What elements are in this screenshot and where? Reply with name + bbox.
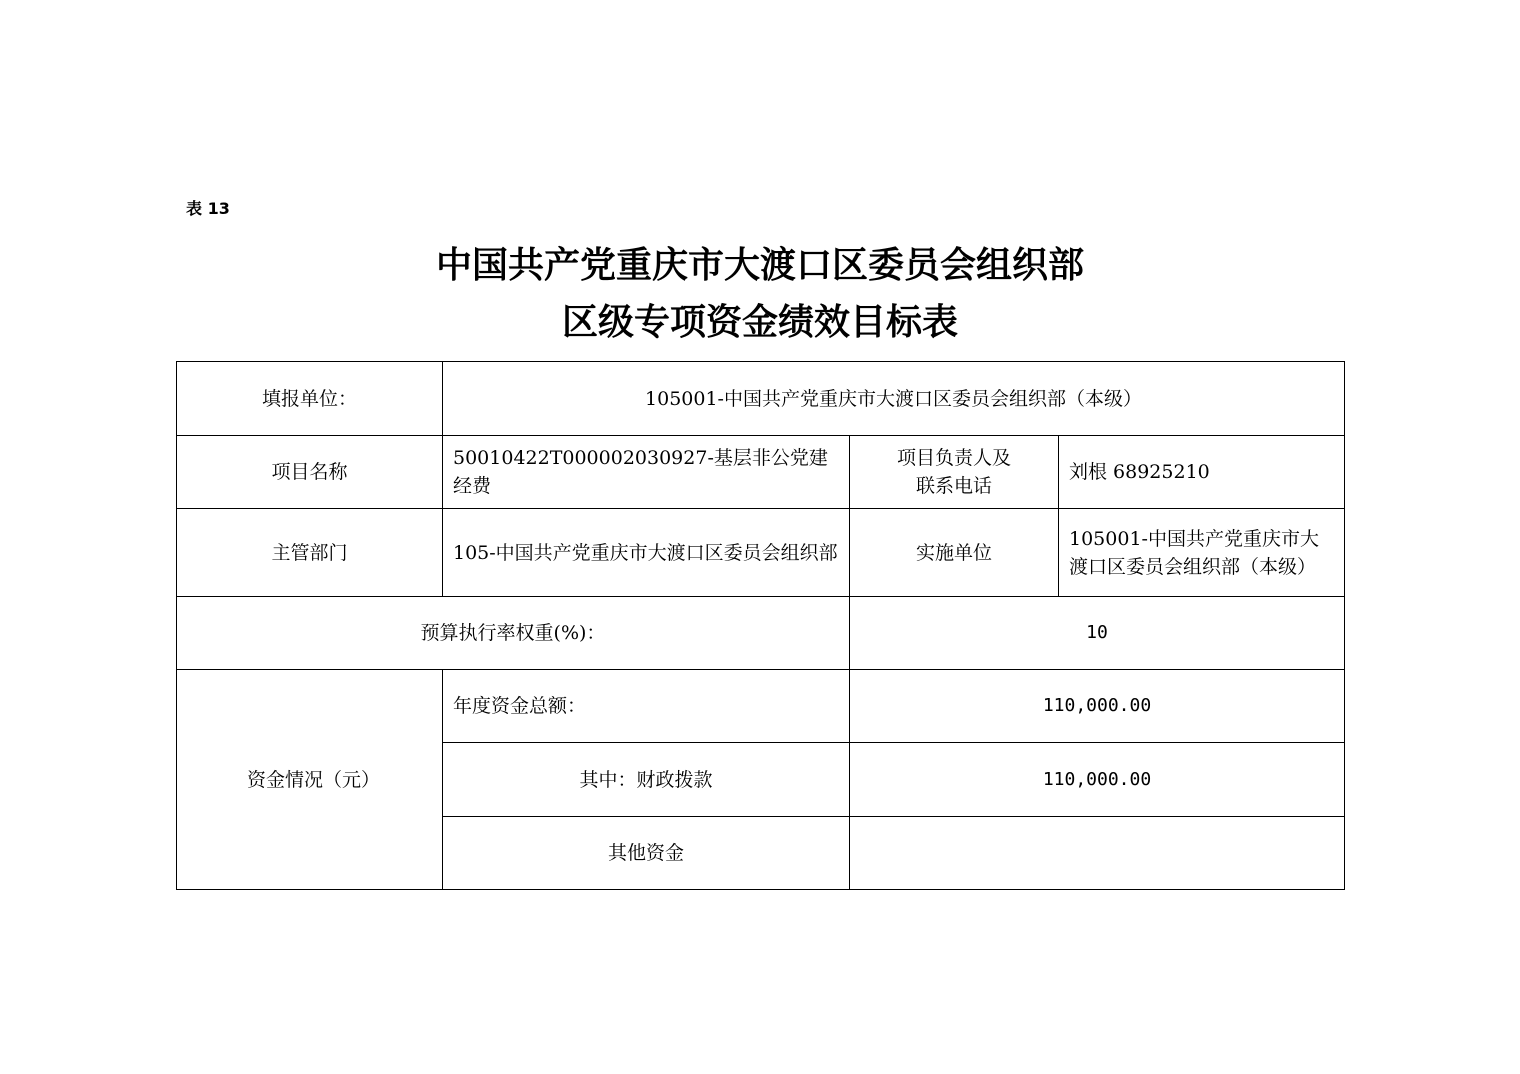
document-title-line-1: 中国共产党重庆市大渡口区委员会组织部	[435, 245, 1084, 286]
other-funds-value	[850, 817, 1345, 890]
table-row	[177, 436, 1345, 509]
document-title-line-2: 区级专项资金绩效目标表	[561, 302, 958, 343]
fiscal-appropriation-label: 其中：财政拨款	[443, 743, 850, 817]
project-owner-value: 刘根 68925210	[1059, 436, 1345, 509]
other-funds-label: 其他资金	[443, 817, 850, 890]
implementing-unit-value: 105001-中国共产党重庆市大渡口区委员会组织部（本级）	[1059, 509, 1345, 597]
project-owner-label: 项目负责人及联系电话	[850, 436, 1059, 509]
budget-weight-label: 预算执行率权重(%)：	[177, 597, 850, 670]
competent-dept-label: 主管部门	[177, 509, 443, 597]
fiscal-appropriation-value: 110,000.00	[850, 743, 1345, 817]
implementing-unit-label: 实施单位	[850, 509, 1059, 597]
project-name-value: 50010422T000002030927-基层非公党建经费	[443, 436, 850, 509]
performance-target-table	[176, 361, 1345, 890]
table-row	[177, 670, 1345, 743]
budget-weight-value: 10	[850, 597, 1345, 670]
competent-dept-value: 105-中国共产党重庆市大渡口区委员会组织部	[443, 509, 850, 597]
table-row	[177, 362, 1345, 436]
annual-total-value: 110,000.00	[850, 670, 1345, 743]
table-row	[177, 509, 1345, 597]
reporting-unit-value: 105001-中国共产党重庆市大渡口区委员会组织部（本级）	[443, 362, 1345, 436]
funds-label: 资金情况（元）	[177, 670, 443, 890]
table-row	[177, 597, 1345, 670]
reporting-unit-label: 填报单位：	[177, 362, 443, 436]
project-name-label: 项目名称	[177, 436, 443, 509]
table-number: 表 13	[186, 199, 230, 218]
annual-total-label: 年度资金总额：	[443, 670, 850, 743]
